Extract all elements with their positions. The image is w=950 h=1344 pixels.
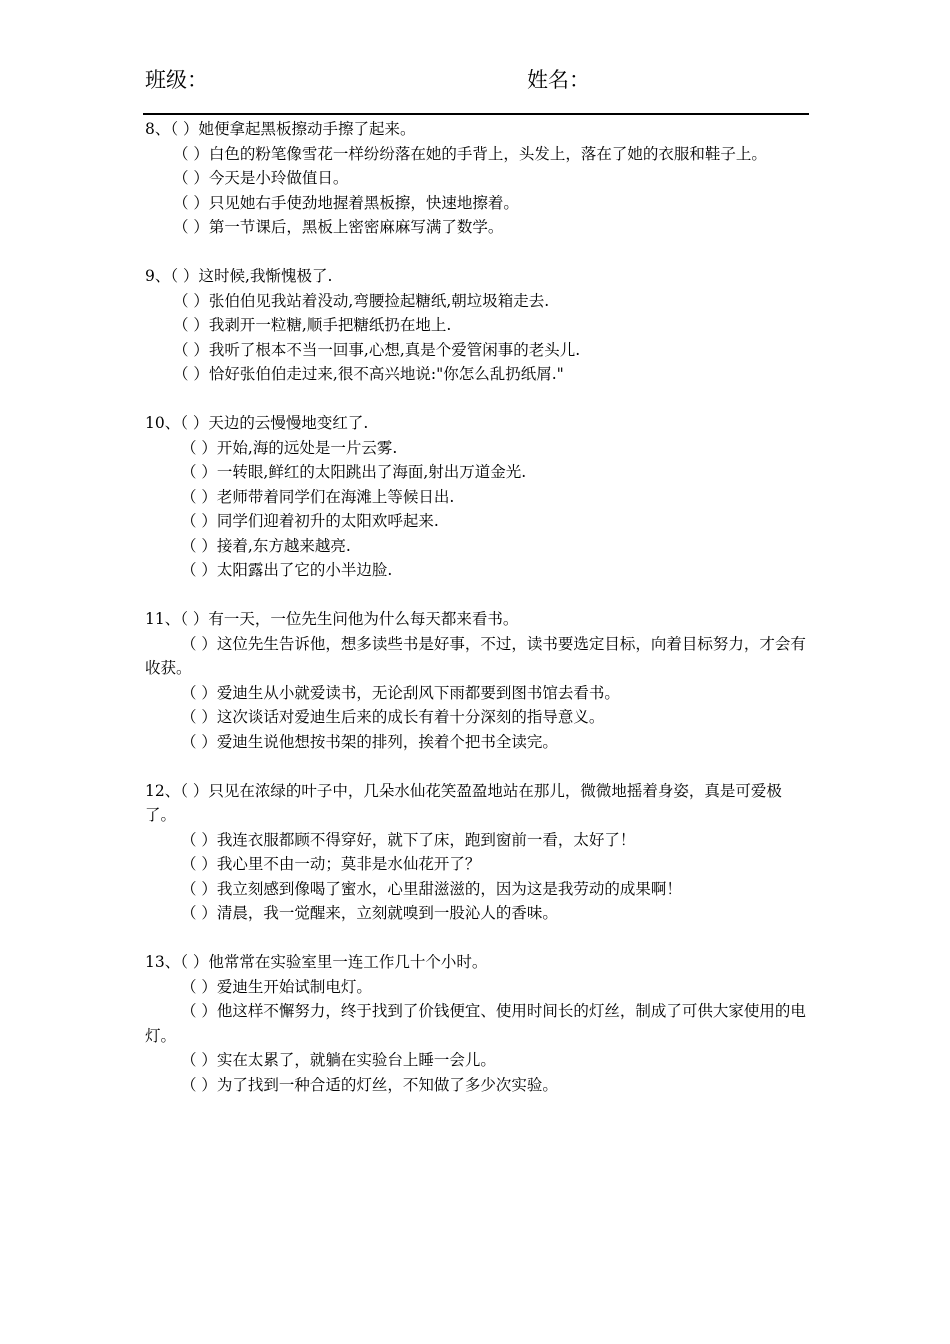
sentence-text: （ ）太阳露出了它的小半边脸. <box>181 561 393 579</box>
sentence-text: （ ）为了找到一种合适的灯丝，不知做了多少次实验。 <box>181 1075 558 1094</box>
sentence-text: （ ）张伯伯见我站着没动,弯腰捡起糖纸,朝垃圾箱走去. <box>173 291 550 310</box>
sentence-line <box>145 852 809 877</box>
sentence-text: （ ）清晨，我一觉醒来，立刻就嗅到一股沁人的香味。 <box>181 904 558 922</box>
sentence-text: （ ）我心里不由一动；莫非是水仙花开了？ <box>181 855 481 873</box>
sentence-text: （ ）他这样不懈努力，终于找到了价钱便宜、使用时间长的灯丝，制成了可供大家使用的电灯。 <box>145 1002 806 1045</box>
sentence-line <box>145 485 809 510</box>
question-group <box>145 950 809 1097</box>
sentence-line <box>145 534 809 559</box>
question-first-line <box>145 950 809 975</box>
sentence-line <box>145 436 809 461</box>
sentence-text: （ ）这次谈话对爱迪生后来的成长有着十分深刻的指导意义。 <box>181 708 605 726</box>
question-number: 8、 <box>145 120 171 138</box>
question-first-line <box>145 117 809 142</box>
sentence-line <box>145 975 809 1000</box>
sentence-text: （ ）接着,东方越来越亮. <box>181 536 351 555</box>
question-number: 12、 <box>145 781 181 800</box>
sentence-text: （ ）他常常在实验室里一连工作几十个小时。 <box>180 953 488 971</box>
question-first-line <box>145 411 809 436</box>
sentence-line <box>145 338 809 363</box>
question-number: 13、 <box>145 953 181 971</box>
sentence-text: （ ）这时候,我惭愧极了. <box>170 267 333 285</box>
question-number: 9、 <box>145 267 171 285</box>
question-first-line <box>145 264 809 289</box>
sentence-text: （ ）只见她右手使劲地握着黑板擦，快速地擦着。 <box>173 193 519 212</box>
sentence-line <box>145 289 809 314</box>
sentence-line <box>145 313 809 338</box>
sentence-text: （ ）今天是小玲做值日。 <box>173 169 349 187</box>
question-number: 10、 <box>145 414 181 432</box>
sentence-text: （ ）开始,海的远处是一片云雾. <box>181 438 398 457</box>
question-group <box>145 607 809 754</box>
sentence-line <box>145 215 809 240</box>
sentence-line <box>145 877 809 902</box>
sentence-text: （ ）爱迪生说他想按书架的排列，挨着个把书全读完。 <box>181 732 558 751</box>
sentence-text: （ ）一转眼,鲜红的太阳跳出了海面,射出万道金光. <box>181 463 527 481</box>
question-list <box>145 117 809 1122</box>
sentence-line <box>145 142 809 167</box>
question-group <box>145 264 809 387</box>
sentence-text: （ ）只见在浓绿的叶子中，几朵水仙花笑盈盈地站在那儿，微微地摇着身姿，真是可爱极了。 <box>145 781 782 824</box>
sentence-text: （ ）我立刻感到像喝了蜜水，心里甜滋滋的，因为这是我劳动的成果啊！ <box>181 879 682 898</box>
sentence-text: （ ）天边的云慢慢地变红了. <box>180 414 369 432</box>
question-first-line <box>145 779 809 828</box>
sentence-line <box>145 681 809 706</box>
sentence-line <box>145 460 809 485</box>
question-first-line <box>145 607 809 632</box>
sentence-line <box>145 509 809 534</box>
sentence-text: （ ）同学们迎着初升的太阳欢呼起来. <box>181 512 439 530</box>
sentence-text: （ ）我听了根本不当一回事,心想,真是个爱管闲事的老头儿. <box>173 340 581 359</box>
sentence-text: （ ）我连衣服都顾不得穿好，就下了床，跑到窗前一看，太好了！ <box>181 830 636 849</box>
sentence-line <box>145 362 809 387</box>
sentence-text: （ ）第一节课后，黑板上密密麻麻写满了数学。 <box>173 218 504 236</box>
sentence-text: （ ）老师带着同学们在海滩上等候日出. <box>181 487 455 506</box>
header-divider <box>143 113 809 115</box>
sentence-text: （ ）我剥开一粒糖,顺手把糖纸扔在地上. <box>173 316 452 334</box>
sentence-line <box>145 999 809 1048</box>
sentence-line <box>145 901 809 926</box>
sentence-line <box>145 191 809 216</box>
sentence-text: （ ）她便拿起黑板擦动手擦了起来。 <box>170 120 416 138</box>
sentence-line <box>145 1048 809 1073</box>
sentence-line <box>145 730 809 755</box>
sentence-line <box>145 1073 809 1098</box>
sentence-text: （ ）这位先生告诉他，想多读些书是好事，不过，读书要选定目标，向着目标努力，才会有收获。 <box>145 634 806 677</box>
sentence-text: （ ）有一天，一位先生问他为什么每天都来看书。 <box>180 610 519 628</box>
question-group <box>145 779 809 926</box>
sentence-text: （ ）白色的粉笔像雪花一样纷纷落在她的手背上，头发上，落在了她的衣服和鞋子上。 <box>173 144 767 163</box>
sentence-text: （ ）爱迪生开始试制电灯。 <box>181 977 372 996</box>
name-label: 姓名： <box>527 68 590 92</box>
question-group <box>145 411 809 583</box>
sentence-line <box>145 166 809 191</box>
sentence-text: （ ）爱迪生从小就爱读书，无论刮风下雨都要到图书馆去看书。 <box>181 683 620 702</box>
question-group <box>145 117 809 240</box>
sentence-text: （ ）恰好张伯伯走过来,很不高兴地说:"你怎么乱扔纸屑." <box>173 365 564 383</box>
sentence-line <box>145 558 809 583</box>
sentence-line <box>145 705 809 730</box>
worksheet-header <box>143 64 809 94</box>
question-number: 11、 <box>145 610 181 628</box>
sentence-line <box>145 828 809 853</box>
sentence-line <box>145 632 809 681</box>
class-label: 班级： <box>145 68 208 92</box>
sentence-text: （ ）实在太累了，就躺在实验台上睡一会儿。 <box>181 1051 496 1069</box>
